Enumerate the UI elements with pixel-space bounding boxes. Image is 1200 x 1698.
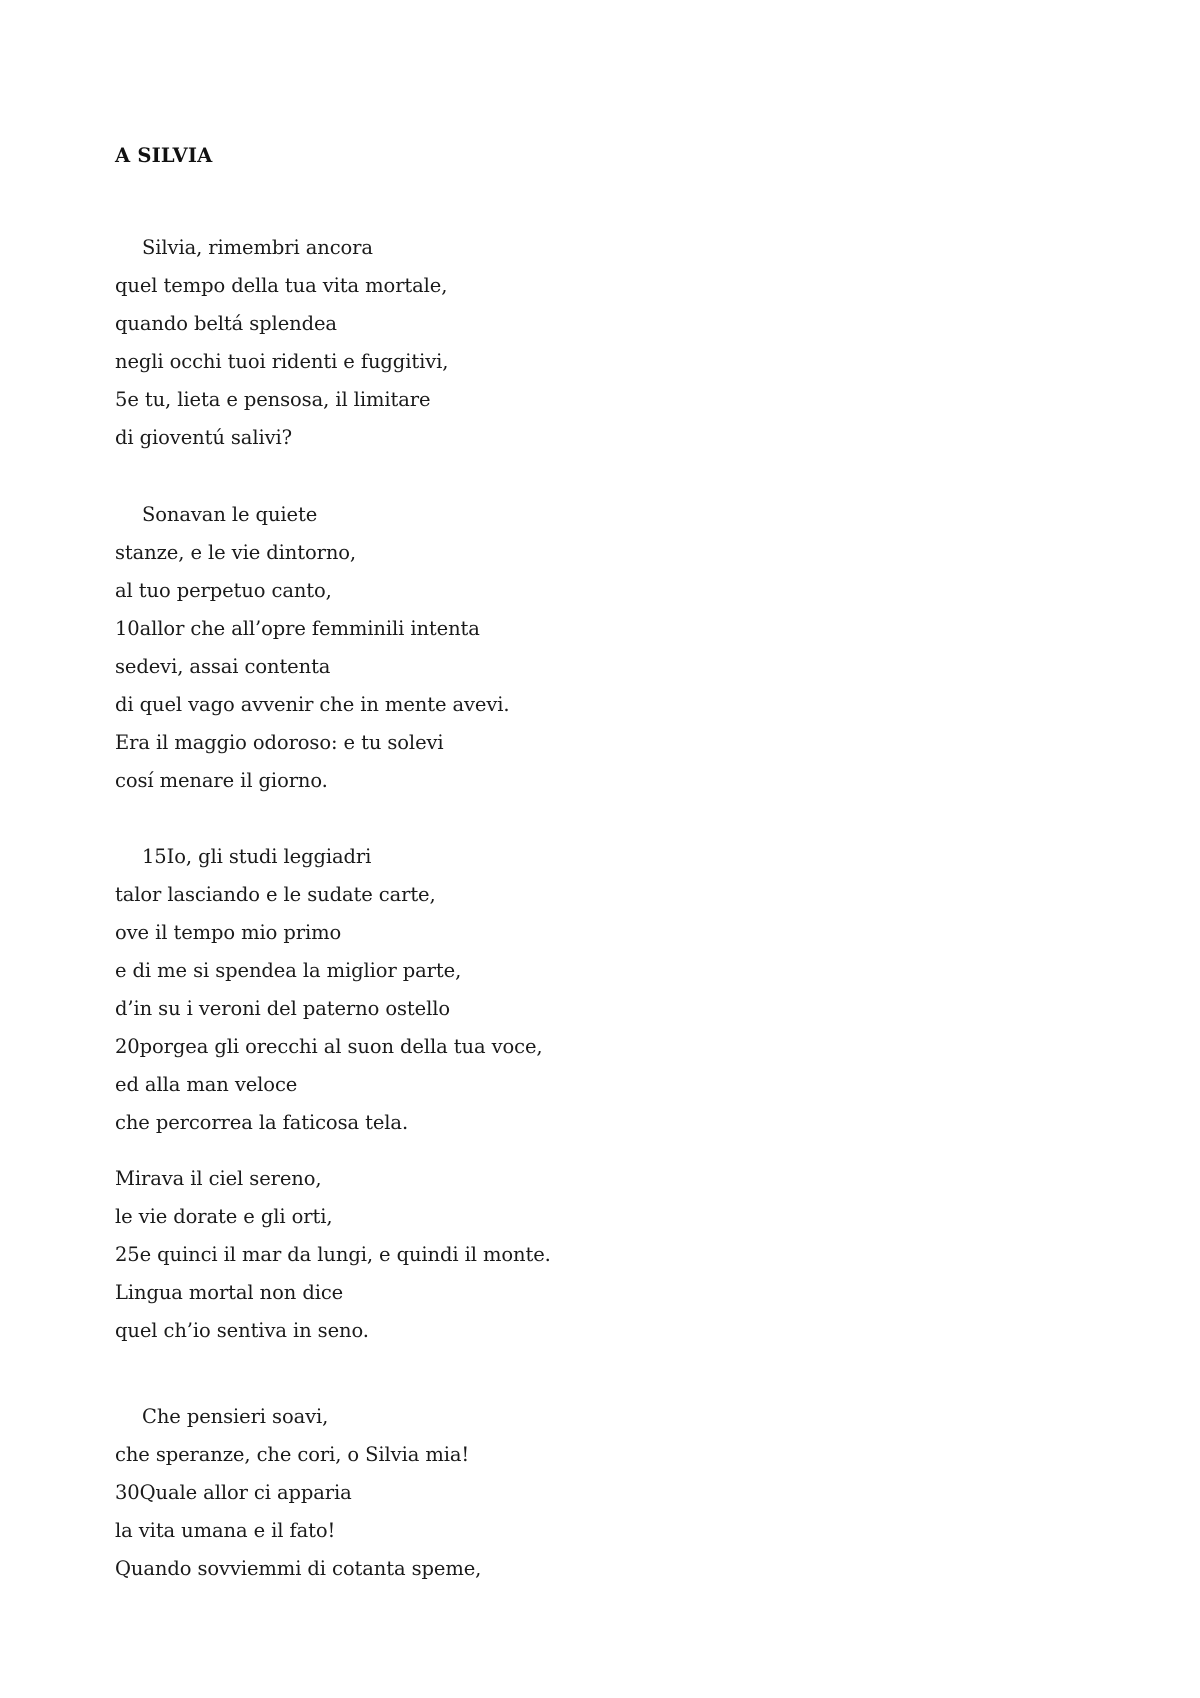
verse-line: [115, 496, 510, 534]
verse-line: [115, 305, 448, 343]
verse-text: la vita umana e il fato!: [115, 1519, 336, 1542]
verse-text: quando beltá splendea: [115, 312, 337, 335]
line-number: 15: [142, 845, 167, 868]
verse-text: e tu, lieta e pensosa, il limitare: [127, 388, 431, 411]
verse-text: ed alla man veloce: [115, 1073, 298, 1096]
verse-text: Mirava il ciel sereno,: [115, 1167, 322, 1190]
line-number: 30: [115, 1481, 140, 1504]
verse-line: [115, 724, 510, 762]
verse-text: Sonavan le quiete: [142, 503, 318, 526]
line-number: 10: [115, 617, 140, 640]
verse-text: Era il maggio odoroso: e tu solevi: [115, 731, 444, 754]
verse-text: cosí menare il giorno.: [115, 769, 328, 792]
verse-line: [115, 914, 543, 952]
verse-text: negli occhi tuoi ridenti e fuggitivi,: [115, 350, 449, 373]
verse-text: ove il tempo mio primo: [115, 921, 342, 944]
verse-line: [115, 1160, 551, 1198]
verse-text: Lingua mortal non dice: [115, 1281, 344, 1304]
verse-text: e di me si spendea la miglior parte,: [115, 959, 462, 982]
verse-text: al tuo perpetuo canto,: [115, 579, 332, 602]
verse-text: di quel vago avvenir che in mente avevi.: [115, 693, 510, 716]
verse-text: quel ch’io sentiva in seno.: [115, 1319, 369, 1342]
stanza-3: [115, 838, 543, 1142]
verse-text: e quinci il mar da lungi, e quindi il monte.: [139, 1243, 551, 1266]
verse-line: [115, 838, 543, 876]
verse-line: [115, 1198, 551, 1236]
verse-line: [115, 876, 543, 914]
verse-line: [115, 1512, 481, 1550]
verse-line: [115, 952, 543, 990]
stanza-1: [115, 229, 448, 457]
verse-line: [115, 1028, 543, 1066]
verse-line: [115, 343, 448, 381]
verse-text: le vie dorate e gli orti,: [115, 1205, 333, 1228]
document-page: [115, 0, 1115, 1698]
verse-line: [115, 534, 510, 572]
verse-text: stanze, e le vie dintorno,: [115, 541, 357, 564]
verse-line: [115, 381, 448, 419]
verse-line: [115, 229, 448, 267]
verse-line: [115, 1398, 481, 1436]
verse-text: porgea gli orecchi al suon della tua voce,: [139, 1035, 543, 1058]
line-number: 20: [115, 1035, 140, 1058]
line-number: 25: [115, 1243, 140, 1266]
verse-text: che percorrea la faticosa tela.: [115, 1111, 409, 1134]
verse-text: talor lasciando e le sudate carte,: [115, 883, 436, 906]
verse-text: d’in su i veroni del paterno ostello: [115, 997, 450, 1020]
verse-line: [115, 572, 510, 610]
verse-line: [115, 1236, 551, 1274]
verse-text: Quale allor ci apparia: [139, 1481, 352, 1504]
verse-text: quel tempo della tua vita mortale,: [115, 274, 448, 297]
verse-text: sedevi, assai contenta: [115, 655, 331, 678]
verse-line: [115, 1066, 543, 1104]
verse-text: allor che all’opre femminili intenta: [139, 617, 480, 640]
verse-line: [115, 610, 510, 648]
stanza-4: [115, 1160, 551, 1350]
stanza-5: [115, 1398, 481, 1588]
verse-line: [115, 1312, 551, 1350]
verse-line: [115, 1550, 481, 1588]
verse-line: [115, 1274, 551, 1312]
verse-text: Quando sovviemmi di cotanta speme,: [115, 1557, 482, 1580]
verse-text: Che pensieri soavi,: [142, 1405, 329, 1428]
verse-line: [115, 419, 448, 457]
verse-text: Io, gli studi leggiadri: [166, 845, 372, 868]
verse-text: di gioventú salivi?: [115, 426, 292, 449]
verse-text: Silvia, rimembri ancora: [142, 236, 373, 259]
verse-line: [115, 990, 543, 1028]
verse-line: [115, 648, 510, 686]
verse-line: [115, 686, 510, 724]
stanza-2: [115, 496, 510, 800]
line-number: 5: [115, 388, 128, 411]
verse-line: [115, 267, 448, 305]
verse-line: [115, 1474, 481, 1512]
poem-title: A SILVIA: [115, 144, 213, 167]
verse-line: [115, 1436, 481, 1474]
verse-text: che speranze, che cori, o Silvia mia!: [115, 1443, 470, 1466]
verse-line: [115, 1104, 543, 1142]
verse-line: [115, 762, 510, 800]
